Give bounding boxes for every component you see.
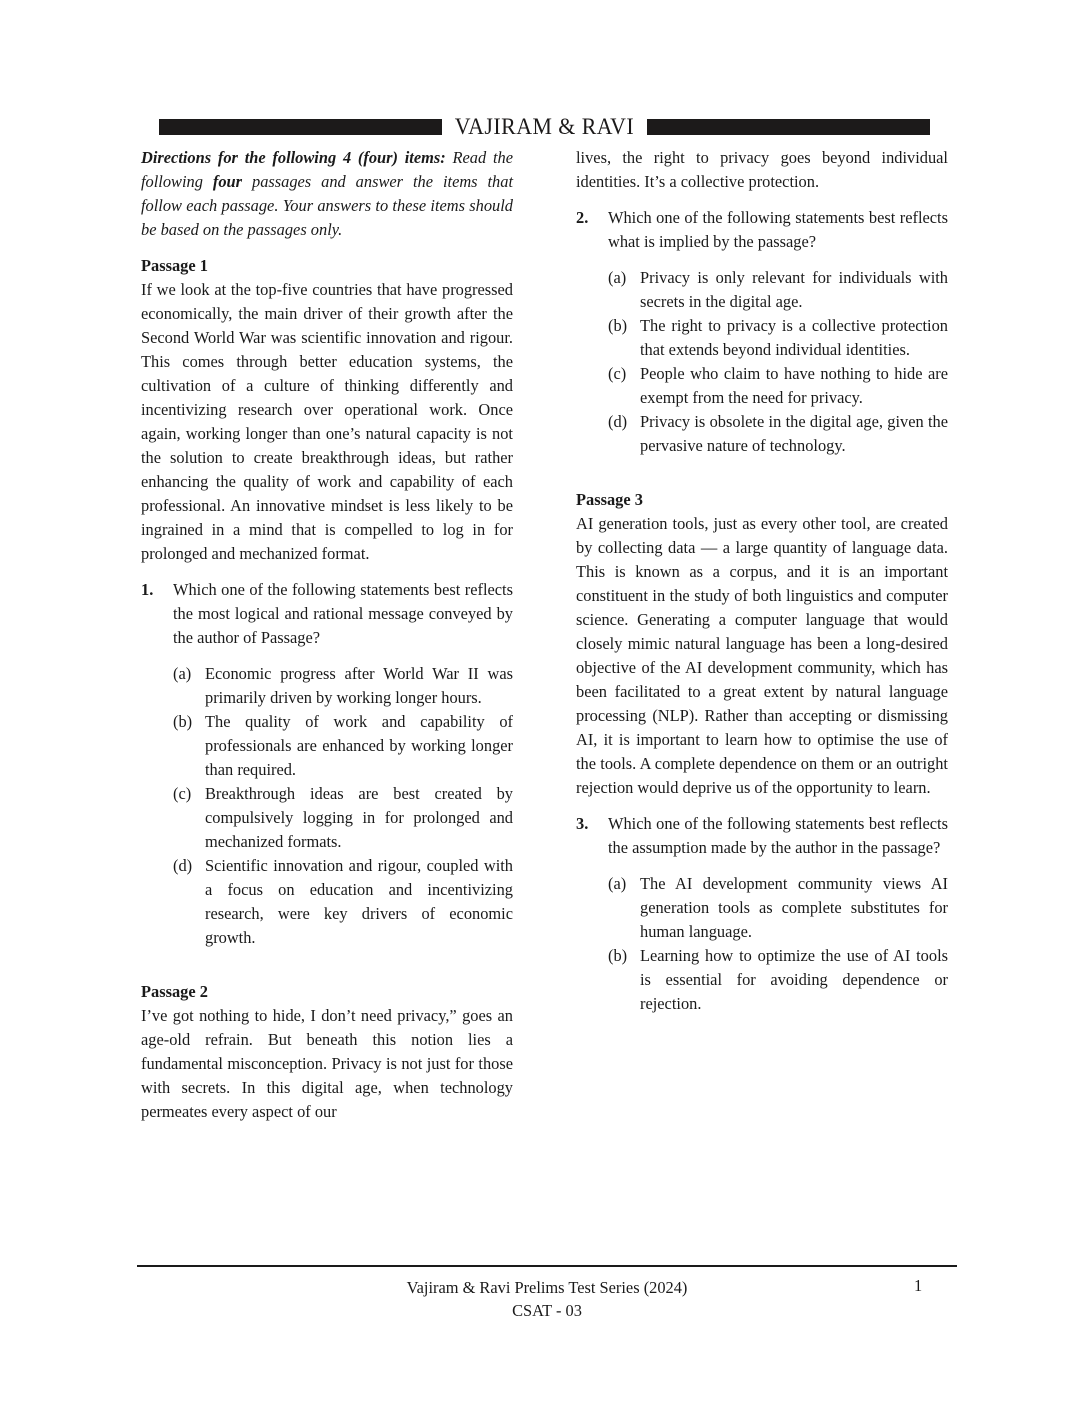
passage-2-text-part2: lives, the right to privacy goes beyond individual identities. It’s a collective protection. <box>576 148 948 191</box>
option-text: The AI development community views AI generation tools as complete substitutes for human language. <box>640 874 948 941</box>
option-b <box>173 710 513 782</box>
directions-text: Read the following <box>141 148 513 191</box>
footer-series: Vajiram & Ravi Prelims Test Series (2024) <box>406 1278 688 1297</box>
footer-paper: CSAT - 03 <box>512 1301 582 1320</box>
question-number: 1. <box>141 580 154 599</box>
option-label: (b) <box>608 946 628 965</box>
option-label: (a) <box>608 874 627 893</box>
passage-1-title: Passage 1 <box>141 256 208 275</box>
footer-divider <box>137 1265 957 1267</box>
header-bar-left <box>159 119 442 135</box>
option-a <box>173 662 513 710</box>
option-label: (d) <box>173 856 193 875</box>
directions-text-rest: passages and answer the items that follow each passage. Your answers to these items should be based on the passages only. <box>141 172 514 239</box>
option-label: (c) <box>608 364 627 383</box>
page-number: 1 <box>914 1276 923 1295</box>
option-label: (b) <box>608 316 628 335</box>
option-label: (a) <box>608 268 627 287</box>
option-label: (b) <box>173 712 193 731</box>
option-text: People who claim to have nothing to hide are exempt from the need for privacy. <box>640 364 948 407</box>
page-header <box>159 114 930 139</box>
question-1 <box>141 578 513 650</box>
brand-title: VAJIRAM & RAVI <box>454 114 635 139</box>
option-b <box>608 314 948 362</box>
passage-2-text-part1: I’ve got nothing to hide, I don’t need privacy,” goes an age-old refrain. But beneath this notion lies a fundamental misconception. Privacy is not just for those with secrets. In this digital age, when technology permeates every aspect of our <box>141 1006 513 1121</box>
option-text: Learning how to optimize the use of AI tools is essential for avoiding dependence or rejection. <box>640 946 948 1013</box>
passage-1-text: If we look at the top-five countries that have progressed economically, the main driver of their growth after the Second World War was scientific innovation and rigour. This comes through better education systems, the cultivation of a culture of thinking differently and incentivizing research over operational work. Once again, working longer than one’s natural capacity is not the solution to create breakthrough ideas, but rather enhancing the quality of work and capability of each professional. An innovative mindset is less likely to be ingrained in a mind that is compelled to log in for prolonged and mechanized format. <box>141 280 513 563</box>
option-text: Breakthrough ideas are best created by compulsively logging in for prolonged and mechanized formats. <box>205 784 513 851</box>
question-2-options <box>608 266 948 458</box>
passage-3-title: Passage 3 <box>576 490 643 509</box>
question-text: Which one of the following statements best reflects the assumption made by the author in the passage? <box>608 814 948 857</box>
option-a <box>608 872 948 944</box>
passage-2-title: Passage 2 <box>141 982 208 1001</box>
option-text: Privacy is only relevant for individuals with secrets in the digital age. <box>640 268 948 311</box>
option-d <box>608 410 948 458</box>
question-number: 2. <box>576 208 589 227</box>
question-1-options <box>173 662 513 950</box>
option-b <box>608 944 948 1016</box>
question-3 <box>576 812 948 860</box>
option-label: (a) <box>173 664 192 683</box>
question-2 <box>576 206 948 254</box>
option-text: Privacy is obsolete in the digital age, given the pervasive nature of technology. <box>640 412 948 455</box>
question-text: Which one of the following statements best reflects the most logical and rational message conveyed by the author of Passage? <box>173 580 513 647</box>
option-c <box>608 362 948 410</box>
option-d <box>173 854 513 950</box>
header-bar-right <box>647 119 930 135</box>
question-text: Which one of the following statements best reflects what is implied by the passage? <box>608 208 948 251</box>
right-column <box>576 146 948 1016</box>
option-text: Economic progress after World War II was primarily driven by working longer hours. <box>205 664 513 707</box>
option-text: The quality of work and capability of professionals are enhanced by working longer than required. <box>205 712 513 779</box>
option-label: (c) <box>173 784 192 803</box>
option-text: The right to privacy is a collective protection that extends beyond individual identities. <box>640 316 948 359</box>
directions <box>141 146 513 242</box>
option-label: (d) <box>608 412 628 431</box>
option-a <box>608 266 948 314</box>
option-c <box>173 782 513 854</box>
directions-lead: Directions for the following 4 (four) items: <box>141 148 446 167</box>
passage-3-text: AI generation tools, just as every other tool, are created by collecting data — a large quantity of language data. This is known as a corpus, and it is an important constituent in the study of both linguistics and computer science. Generating a computer language that would closely mimic natural language has been a long-desired objective of the AI development community, which has been facilitated to a great extent by natural language processing (NLP). Rather than accepting or dismissing AI, it is important to learn how to optimise the use of the tools. A complete dependence on them or an outright rejection would deprive us of the opportunity to learn. <box>576 514 948 797</box>
left-column <box>141 146 513 1124</box>
directions-bold: four <box>212 172 243 191</box>
question-number: 3. <box>576 814 589 833</box>
page-footer <box>137 1276 957 1322</box>
question-3-options <box>608 872 948 1016</box>
option-text: Scientific innovation and rigour, coupled with a focus on education and incentivizing research, were key drivers of economic growth. <box>205 856 513 947</box>
